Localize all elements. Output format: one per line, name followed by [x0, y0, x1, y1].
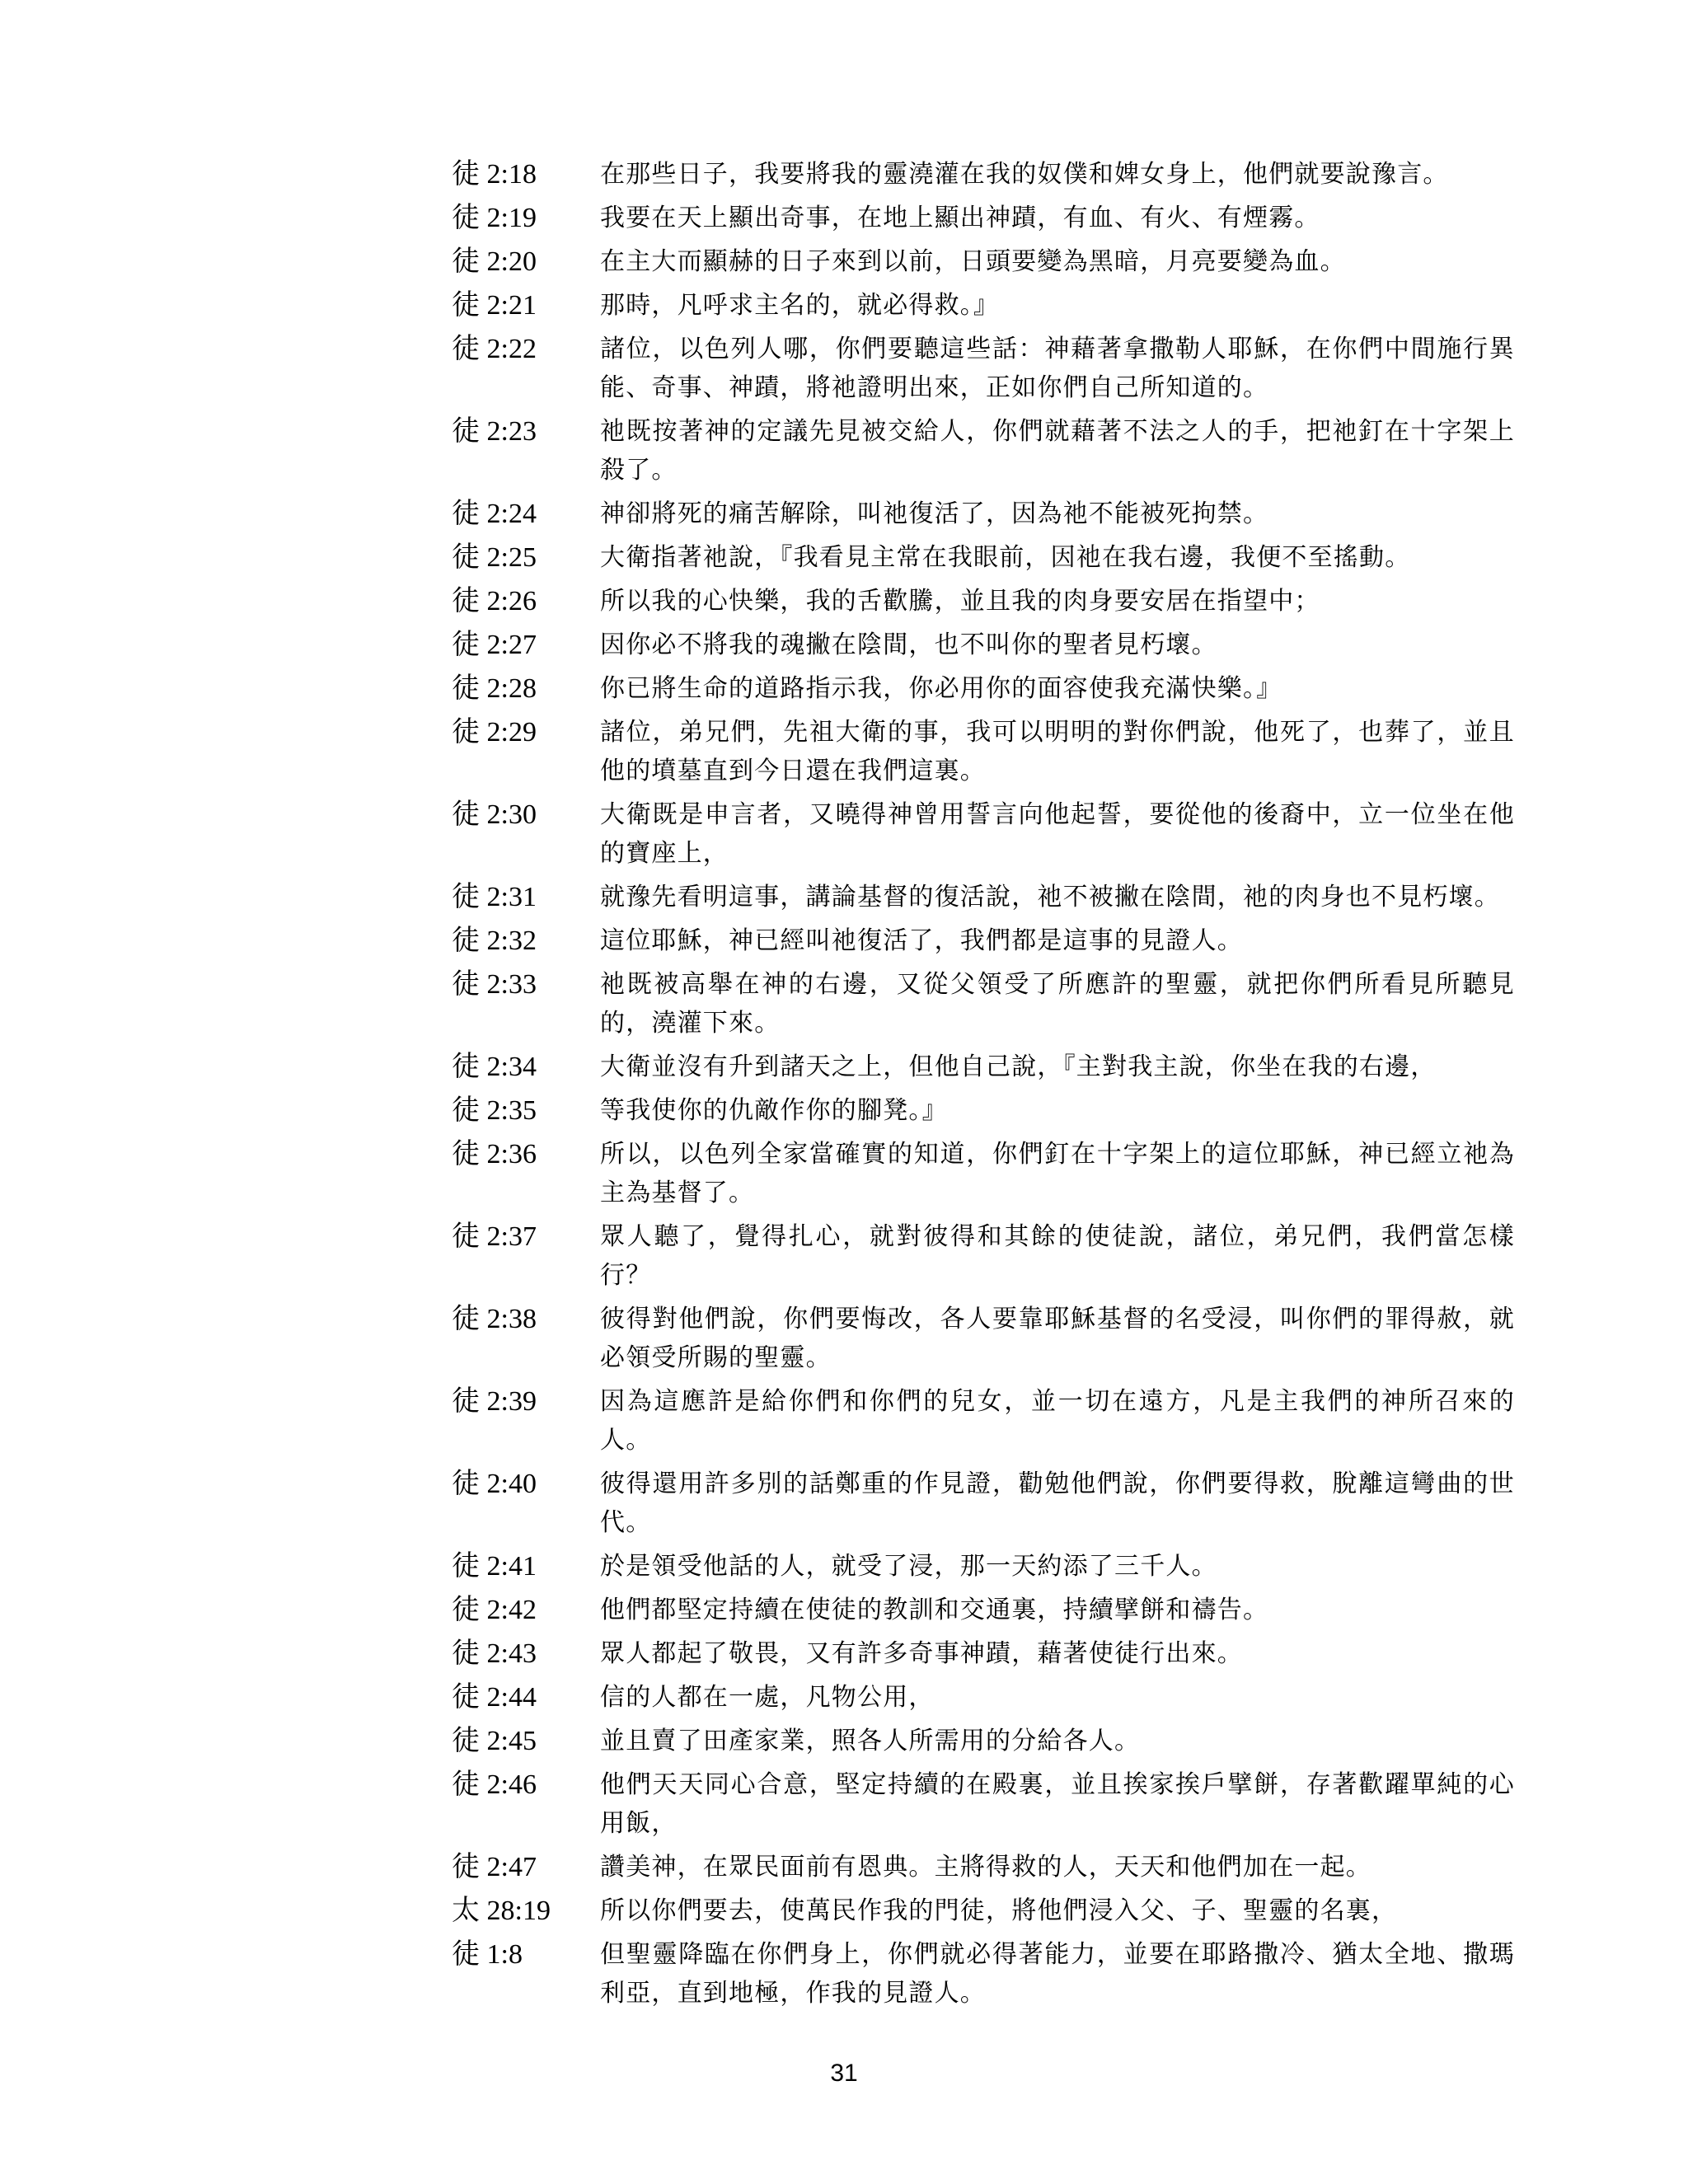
verse-reference: 徒 2:45	[452, 1726, 537, 1756]
verse-text: 在那些日子，我要將我的靈澆灌在我的奴僕和婢女身上，他們就要說豫言。	[600, 160, 1449, 189]
verse-text: 信的人都在一處，凡物公用，	[600, 1683, 935, 1712]
verse-reference: 徒 2:20	[452, 246, 537, 277]
verse-text: 他們都堅定持續在使徒的教訓和交通裏，持續擘餅和禱告。	[600, 1596, 1269, 1624]
verse-row	[452, 1091, 1515, 1130]
verse-row	[452, 1217, 1515, 1295]
verse-reference: 徒 2:26	[452, 586, 537, 616]
verse-row	[452, 494, 1515, 533]
verse-reference: 徒 2:47	[452, 1852, 537, 1882]
verse-reference: 徒 2:40	[452, 1469, 537, 1499]
verse-row	[452, 538, 1515, 577]
verse-text: 因為這應許是給你們和你們的兒女，並一切在遠方，凡是主我們的神所召來的人。	[600, 1387, 1515, 1455]
verse-text: 祂既按著神的定議先見被交給人，你們就藉著不法之人的手，把祂釘在十字架上殺了。	[600, 417, 1515, 485]
verse-text: 但聖靈降臨在你們身上，你們就必得著能力，並要在耶路撒冷、猶太全地、撒瑪利亞，直到地極，作我的見證人。	[600, 1940, 1515, 2008]
verse-text: 因你必不將我的魂撇在陰間，也不叫你的聖者見朽壞。	[600, 630, 1217, 659]
verse-reference: 徒 2:43	[452, 1638, 537, 1669]
verse-text: 這位耶穌，神已經叫祂復活了，我們都是這事的見證人。	[600, 926, 1243, 955]
verse-reference: 徒 2:27	[452, 630, 537, 660]
verse-reference: 徒 2:44	[452, 1682, 537, 1713]
verse-text: 大衛既是申言者，又曉得神曾用誓言向他起誓，要從他的後裔中，立一位坐在他的寶座上，	[600, 800, 1515, 868]
verse-reference: 徒 2:30	[452, 799, 537, 830]
verse-reference: 徒 2:24	[452, 499, 537, 529]
verse-row	[452, 330, 1515, 407]
verse-reference: 徒 2:28	[452, 673, 537, 704]
verse-row	[452, 1047, 1515, 1086]
verse-reference: 太 28:19	[452, 1896, 551, 1926]
verse-reference: 徒 2:18	[452, 159, 537, 190]
verse-text: 在主大而顯赫的日子來到以前，日頭要變為黑暗，月亮要變為血。	[600, 247, 1346, 276]
verse-row	[452, 795, 1515, 873]
verse-row	[452, 242, 1515, 281]
verse-text: 讚美神，在眾民面前有恩典。主將得救的人，天天和他們加在一起。	[600, 1853, 1372, 1882]
verse-row	[452, 1678, 1515, 1717]
verse-text: 諸位，以色列人哪，你們要聽這些話：神藉著拿撒勒人耶穌，在你們中間施行異能、奇事、神蹟，將祂證明出來，正如你們自己所知道的。	[600, 335, 1515, 402]
verse-text: 神卻將死的痛苦解除，叫祂復活了，因為祂不能被死拘禁。	[600, 499, 1269, 528]
verse-row	[452, 1765, 1515, 1843]
page-number: 31	[830, 2060, 858, 2087]
verse-row	[452, 626, 1515, 664]
verse-row	[452, 1300, 1515, 1377]
verse-reference: 徒 2:39	[452, 1386, 537, 1417]
verse-text: 眾人都起了敬畏，又有許多奇事神蹟，藉著使徒行出來。	[600, 1639, 1243, 1668]
verse-reference: 徒 2:32	[452, 926, 537, 956]
verse-text: 所以你們要去，使萬民作我的門徒，將他們浸入父、子、聖靈的名裏，	[600, 1896, 1398, 1925]
verse-text: 所以我的心快樂，我的舌歡騰，並且我的肉身要安居在指望中；	[600, 587, 1320, 616]
verse-row	[452, 1848, 1515, 1886]
verse-row	[452, 713, 1515, 790]
verse-reference: 徒 2:23	[452, 416, 537, 447]
verse-reference: 徒 2:36	[452, 1139, 537, 1169]
verse-text: 於是領受他話的人，就受了浸，那一天約添了三千人。	[600, 1552, 1217, 1581]
verse-reference: 徒 2:37	[452, 1221, 537, 1252]
verse-text: 大衛並沒有升到諸天之上，但他自己說，『主對我主說，你坐在我的右邊，	[600, 1052, 1437, 1081]
verse-row	[452, 286, 1515, 325]
verse-reference: 徒 2:34	[452, 1052, 537, 1082]
verse-reference: 徒 2:31	[452, 882, 537, 912]
verse-row	[452, 1591, 1515, 1629]
verse-reference: 徒 2:35	[452, 1095, 537, 1126]
verse-row	[452, 1722, 1515, 1760]
verse-row	[452, 1634, 1515, 1673]
verse-reference: 徒 2:29	[452, 717, 537, 748]
verse-row	[452, 199, 1515, 237]
verse-row	[452, 1547, 1515, 1586]
verse-row	[452, 1935, 1515, 2013]
verse-reference: 徒 2:22	[452, 334, 537, 364]
verse-row	[452, 1891, 1515, 1930]
verse-text: 你已將生命的道路指示我，你必用你的面容使我充滿快樂。』	[600, 674, 1282, 703]
verse-text: 就豫先看明這事，講論基督的復活說，祂不被撇在陰間，祂的肉身也不見朽壞。	[600, 883, 1500, 912]
verse-text: 等我使你的仇敵作你的腳凳。』	[600, 1096, 948, 1125]
verse-row	[452, 155, 1515, 194]
verse-reference: 徒 1:8	[452, 1939, 523, 1970]
verse-text: 我要在天上顯出奇事，在地上顯出神蹟，有血、有火、有煙霧。	[600, 204, 1320, 232]
verse-reference: 徒 2:33	[452, 969, 537, 1000]
verse-reference: 徒 2:41	[452, 1551, 537, 1582]
verse-reference: 徒 2:25	[452, 542, 537, 573]
verse-text: 並且賣了田產家業，照各人所需用的分給各人。	[600, 1727, 1141, 1755]
verse-row	[452, 669, 1515, 708]
verse-text: 彼得對他們說，你們要悔改，各人要靠耶穌基督的名受浸，叫你們的罪得赦，就必領受所賜的聖靈。	[600, 1305, 1515, 1372]
verse-row	[452, 1382, 1515, 1460]
verse-text: 彼得還用許多別的話鄭重的作見證，勸勉他們說，你們要得救，脫離這彎曲的世代。	[600, 1469, 1515, 1537]
verse-row	[452, 965, 1515, 1043]
verse-reference: 徒 2:42	[452, 1595, 537, 1625]
verse-row	[452, 1135, 1515, 1212]
verse-reference: 徒 2:19	[452, 203, 537, 233]
verse-list	[452, 155, 1515, 2018]
verse-text: 諸位，弟兄們，先祖大衛的事，我可以明明的對你們說，他死了，也葬了，並且他的墳墓直到今日還在我們這裏。	[600, 718, 1515, 785]
verse-row	[452, 878, 1515, 916]
verse-row	[452, 412, 1515, 490]
verse-text: 祂既被高舉在神的右邊，又從父領受了所應許的聖靈，就把你們所看見所聽見的，澆灌下來。	[600, 970, 1515, 1038]
verse-text: 大衛指著祂說，『我看見主常在我眼前，因祂在我右邊，我便不至搖動。	[600, 543, 1411, 572]
verse-row	[452, 921, 1515, 960]
verse-reference: 徒 2:21	[452, 290, 537, 321]
verse-reference: 徒 2:38	[452, 1304, 537, 1334]
verse-text: 那時，凡呼求主名的，就必得救。』	[600, 291, 1000, 320]
verse-text: 所以，以色列全家當確實的知道，你們釘在十字架上的這位耶穌，神已經立祂為主為基督了。	[600, 1140, 1515, 1207]
verse-text: 眾人聽了，覺得扎心，就對彼得和其餘的使徒說，諸位，弟兄們，我們當怎樣行？	[600, 1222, 1515, 1290]
verse-row	[452, 1465, 1515, 1542]
verse-row	[452, 582, 1515, 621]
verse-reference: 徒 2:46	[452, 1769, 537, 1800]
verse-text: 他們天天同心合意，堅定持續的在殿裏，並且挨家挨戶擘餅，存著歡躍單純的心用飯，	[600, 1770, 1515, 1838]
